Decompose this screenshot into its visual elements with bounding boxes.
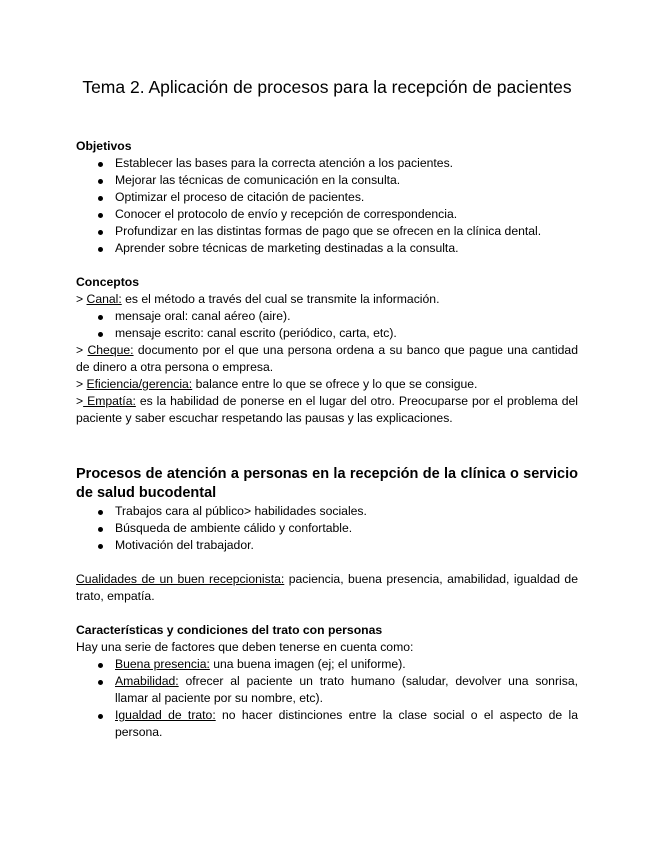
procesos-section bbox=[76, 465, 578, 554]
page-title: Tema 2. Aplicación de procesos para la recepción de pacientes bbox=[82, 77, 572, 97]
concepto-term: Empatía: bbox=[83, 394, 136, 408]
concepto-text: es la habilidad de ponerse en el lugar del otro. Preocuparse por el problema del paciente y saber escuchar respetando las pausas y las explicaciones. bbox=[76, 394, 578, 425]
list-item: Conocer el protocolo de envío y recepción de correspondencia. bbox=[76, 206, 578, 223]
conceptos-heading: Conceptos bbox=[76, 275, 139, 289]
list-item: mensaje escrito: canal escrito (periódico, carta, etc). bbox=[76, 325, 578, 342]
concepto-prefix: > bbox=[76, 377, 87, 391]
concepto-text: documento por el que una persona ordena a su banco que pague una cantidad de dinero a otra persona o empresa. bbox=[76, 343, 578, 374]
concepto-text: es el método a través del cual se transmite la información. bbox=[121, 292, 440, 306]
list-item: Aprender sobre técnicas de marketing destinadas a la consulta. bbox=[76, 240, 578, 257]
list-item: Establecer las bases para la correcta atención a los pacientes. bbox=[76, 155, 578, 172]
canal-list bbox=[76, 308, 578, 342]
concepto-text: balance entre lo que se ofrece y lo que se consigue. bbox=[192, 377, 478, 391]
list-item: Mejorar las técnicas de comunicación en la consulta. bbox=[76, 172, 578, 189]
cualidades-text-line bbox=[76, 571, 578, 605]
concepto-prefix: > bbox=[76, 292, 87, 306]
concepto-cheque bbox=[76, 342, 578, 376]
list-item bbox=[76, 656, 578, 673]
list-item: Profundizar en las distintas formas de pago que se ofrecen en la clínica dental. bbox=[76, 223, 578, 240]
concepto-prefix: > bbox=[76, 394, 84, 408]
concepto-prefix: > bbox=[76, 343, 88, 357]
concepto-canal bbox=[76, 291, 578, 308]
concepto-term: Cheque: bbox=[87, 343, 134, 357]
procesos-heading: Procesos de atención a personas en la recepción de la clínica o servicio de salud bucodental bbox=[76, 466, 578, 501]
caracteristicas-intro: Hay una serie de factores que deben tenerse en cuenta como: bbox=[76, 640, 414, 654]
caracteristicas-section bbox=[76, 622, 578, 741]
objetivos-list bbox=[76, 155, 578, 257]
list-item: Motivación del trabajador. bbox=[76, 537, 578, 554]
cualidades-paragraph bbox=[76, 571, 578, 605]
concepto-term: Eficiencia/gerencia: bbox=[86, 377, 193, 391]
list-item bbox=[76, 707, 578, 741]
cualidades-text: paciencia, buena presencia, amabilidad, igualdad de trato, empatía. bbox=[76, 572, 578, 603]
item-term: Amabilidad: bbox=[115, 674, 179, 688]
list-item: Trabajos cara al público> habilidades sociales. bbox=[76, 503, 578, 520]
concepto-term: Canal: bbox=[86, 292, 122, 306]
conceptos-section bbox=[76, 274, 578, 427]
list-item: Búsqueda de ambiente cálido y confortable. bbox=[76, 520, 578, 537]
list-item: mensaje oral: canal aéreo (aire). bbox=[76, 308, 578, 325]
item-term: Buena presencia: bbox=[115, 657, 210, 671]
concepto-eficiencia bbox=[76, 376, 578, 393]
item-text: ofrecer al paciente un trato humano (saludar, devolver una sonrisa, llamar al paciente por su nombre, etc). bbox=[115, 674, 578, 705]
objetivos-section bbox=[76, 138, 578, 257]
list-item bbox=[76, 673, 578, 707]
caracteristicas-heading: Características y condiciones del trato con personas bbox=[76, 623, 383, 637]
item-text: una buena imagen (ej; el uniforme). bbox=[209, 657, 406, 671]
cualidades-term: Cualidades de un buen recepcionista: bbox=[76, 572, 285, 586]
caracteristicas-list bbox=[76, 656, 578, 741]
item-term: Igualdad de trato: bbox=[115, 708, 216, 722]
list-item: Optimizar el proceso de citación de pacientes. bbox=[76, 189, 578, 206]
objetivos-heading: Objetivos bbox=[76, 139, 132, 153]
procesos-list bbox=[76, 503, 578, 554]
concepto-empatia bbox=[76, 393, 578, 427]
item-text: no hacer distinciones entre la clase social o el aspecto de la persona. bbox=[115, 708, 578, 739]
